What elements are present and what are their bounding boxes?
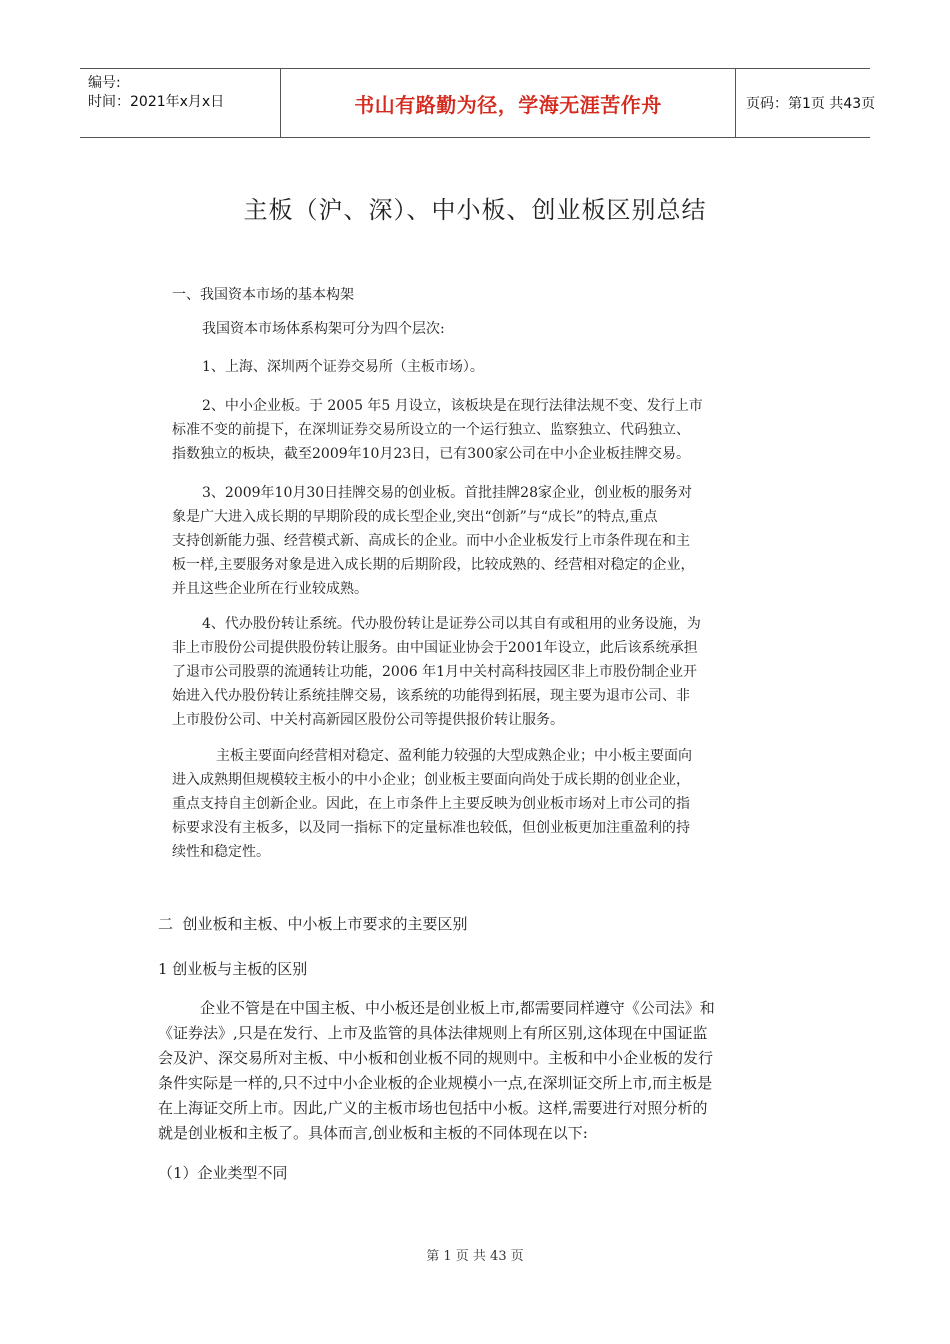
section1-item1: 1、上海、深圳两个证券交易所（主板市场）。 [202, 359, 484, 375]
section2-para-line: 条件实际是一样的,只不过中小企业板的企业规模小一点,在深圳证交所上市,而主板是 [158, 1074, 713, 1092]
section2-para-line: 在上海证交所上市。因此,广义的主板市场也包括中小板。这样,需要进行对照分析的 [158, 1099, 708, 1117]
summary-line: 续性和稳定性。 [172, 844, 270, 860]
item4-line: 始进入代办股份转让系统挂牌交易，该系统的功能得到拓展，现主要为退市公司、非 [172, 688, 690, 704]
header-table [80, 68, 876, 138]
number-label: 编号: [88, 75, 121, 91]
section2-heading: 二 创业板和主板、中小板上市要求的主要区别 [158, 915, 468, 933]
item4-line: 了退市公司股票的流通转让功能，2006 年1月中关村高科技园区非上市股份制企业开 [172, 664, 697, 680]
header-left-cell [80, 69, 280, 137]
section2-para-line: 就是创业板和主板了。具体而言,创业板和主板的不同体现在以下: [158, 1124, 588, 1142]
section1-intro: 我国资本市场体系构架可分为四个层次: [202, 321, 445, 337]
item3-line: 并且这些企业所在行业较成熟。 [172, 581, 368, 597]
header-middle-cell [280, 69, 736, 137]
section2-point1: （1）企业类型不同 [158, 1164, 288, 1182]
item4-line: 非上市股份公司提供股份转让服务。由中国证业协会于2001年设立，此后该系统承担 [172, 640, 698, 656]
section2-para-line: 企业不管是在中国主板、中小板还是创业板上市,都需要同样遵守《公司法》和 [200, 999, 715, 1017]
item4-line: 上市股份公司、中关村高新园区股份公司等提供报价转让服务。 [172, 712, 564, 728]
item4-line: 4、代办股份转让系统。代办股份转让是证券公司以其自有或租用的业务设施，为 [202, 616, 701, 632]
item2-line: 指数独立的板块，截至2009年10月23日，已有300家公司在中小企业板挂牌交易。 [172, 446, 690, 462]
summary-line: 进入成熟期但规模较主板小的中小企业；创业板主要面向尚处于成长期的创业企业， [172, 772, 690, 788]
item3-line: 象是广大进入成长期的早期阶段的成长型企业,突出“创新”与“成长”的特点,重点 [172, 509, 658, 525]
summary-line: 主板主要面向经营相对稳定、盈利能力较强的大型成熟企业；中小板主要面向 [216, 748, 692, 764]
header-right-cell [736, 69, 876, 137]
date-label: 时间：2021年x月x日 [88, 94, 225, 110]
section1-heading: 一、我国资本市场的基本构架 [172, 287, 354, 303]
summary-line: 重点支持自主创新企业。因此，在上市条件上主要反映为创业板市场对上市公司的指 [172, 796, 690, 812]
item2-line: 2、中小企业板。于 2005 年5 月设立，该板块是在现行法律法规不变、发行上市 [202, 398, 703, 414]
section2-subheading: 1 创业板与主板的区别 [158, 960, 308, 978]
document-title: 主板（沪、深）、中小板、创业板区别总结 [243, 196, 707, 224]
motto: 书山有路勤为径，学海无涯苦作舟 [354, 92, 662, 117]
item3-line: 3、2009年10月30日挂牌交易的创业板。首批挂牌28家企业，创业板的服务对 [202, 485, 692, 501]
page-info: 页码：第1页 共43页 [746, 96, 876, 112]
section2-para-line: 《证券法》,只是在发行、上市及监管的具体法律规则上有所区别,这体现在中国证监 [158, 1024, 708, 1042]
item3-line: 支持创新能力强、经营模式新、高成长的企业。而中小企业板发行上市条件现在和主 [172, 533, 690, 549]
summary-line: 标要求没有主板多，以及同一指标下的定量标准也较低，但创业板更加注重盈利的持 [172, 820, 690, 836]
item2-line: 标准不变的前提下，在深圳证券交易所设立的一个运行独立、监察独立、代码独立、 [172, 422, 690, 438]
section2-para-line: 会及沪、深交易所对主板、中小板和创业板不同的规则中。主板和中小企业板的发行 [158, 1049, 714, 1067]
page-footer: 第 1 页 共 43 页 [426, 1249, 524, 1264]
item3-line: 板一样,主要服务对象是进入成长期的后期阶段，比较成熟的、经营相对稳定的企业， [172, 557, 695, 573]
